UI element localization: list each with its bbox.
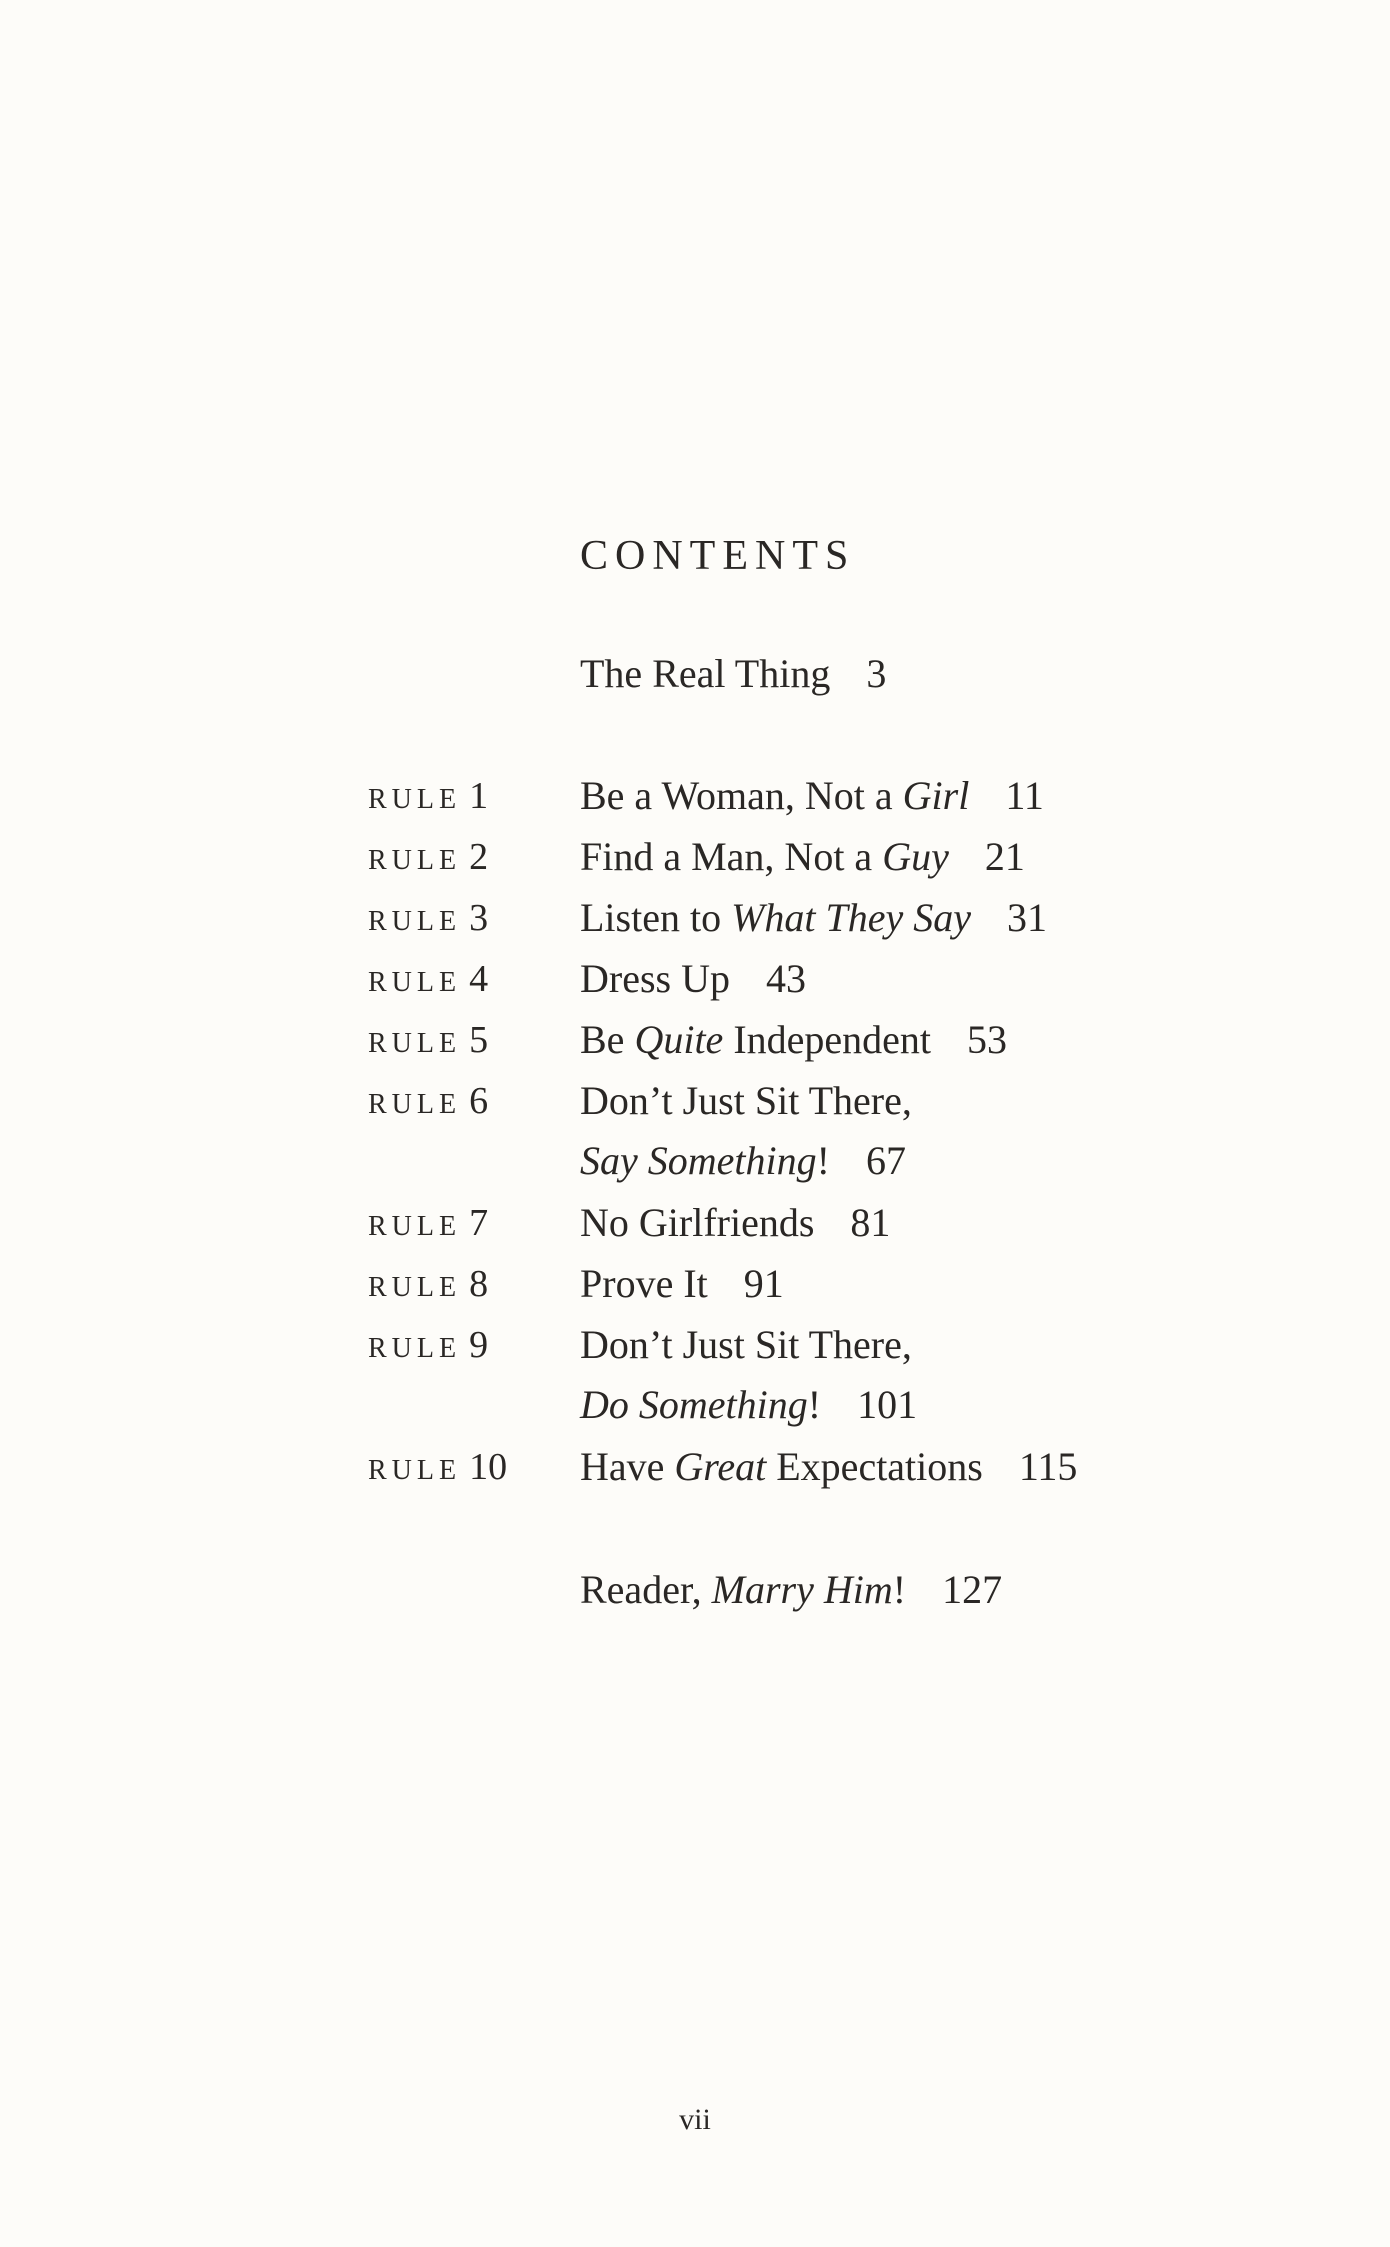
rule-label-3: RULE 3 xyxy=(368,897,489,939)
entry-page-number: 31 xyxy=(1007,895,1048,940)
toc-entry-rule-2[interactable]: Find a Man, Not a Guy 21 xyxy=(580,834,1025,879)
entry-page-number: 101 xyxy=(857,1382,918,1427)
entry-page-number: 67 xyxy=(865,1138,906,1183)
entry-page-number: 53 xyxy=(967,1017,1008,1062)
rule-label-9: RULE 9 xyxy=(368,1324,489,1366)
toc-entry-rule-10[interactable]: Have Great Expectations 115 xyxy=(580,1444,1078,1489)
rule-label-4: RULE 4 xyxy=(368,958,489,1000)
contents-heading: CONTENTS xyxy=(580,533,856,579)
rule-label-1: RULE 1 xyxy=(368,775,489,817)
toc-entry-rule-6[interactable]: Don’t Just Sit There, Say Something! 67 xyxy=(580,1078,912,1183)
toc-entry-rule-1[interactable]: Be a Woman, Not a Girl 11 xyxy=(580,773,1044,818)
entry-page-number: 91 xyxy=(743,1261,784,1306)
toc-entry-front[interactable] xyxy=(580,644,886,704)
rule-label-10: RULE 10 xyxy=(368,1446,508,1488)
page-folio: vii xyxy=(679,2103,711,2136)
entry-page-number: 3 xyxy=(866,651,887,696)
rule-label-2: RULE 2 xyxy=(368,836,489,878)
entry-page-number: 43 xyxy=(765,956,806,1001)
toc-entry-back[interactable]: Reader, Marry Him! 127 xyxy=(580,1567,1003,1612)
toc-entry-rule-8[interactable]: Prove It 91 xyxy=(580,1261,784,1306)
rule-label-7: RULE 7 xyxy=(368,1202,489,1244)
toc-entry-rule-4[interactable]: Dress Up 43 xyxy=(580,956,806,1001)
entry-page-number: 21 xyxy=(984,834,1025,879)
entry-page-number: 115 xyxy=(1018,1444,1078,1489)
entry-title: The Real Thing xyxy=(580,651,831,696)
toc-entry-rule-5[interactable]: Be Quite Independent 53 xyxy=(580,1017,1008,1062)
entry-page-number: 11 xyxy=(1005,773,1044,818)
entry-page-number: 81 xyxy=(850,1200,891,1245)
toc-entry-rule-3[interactable]: Listen to What They Say 31 xyxy=(580,895,1048,940)
entry-page-number: 127 xyxy=(942,1567,1003,1612)
rule-label-6: RULE 6 xyxy=(368,1080,489,1122)
rule-label-5: RULE 5 xyxy=(368,1019,489,1061)
rule-label-8: RULE 8 xyxy=(368,1263,489,1305)
toc-entry-rule-7[interactable]: No Girlfriends 81 xyxy=(580,1200,891,1245)
toc-entry-rule-9[interactable]: Don’t Just Sit There, Do Something! 101 xyxy=(580,1322,918,1427)
